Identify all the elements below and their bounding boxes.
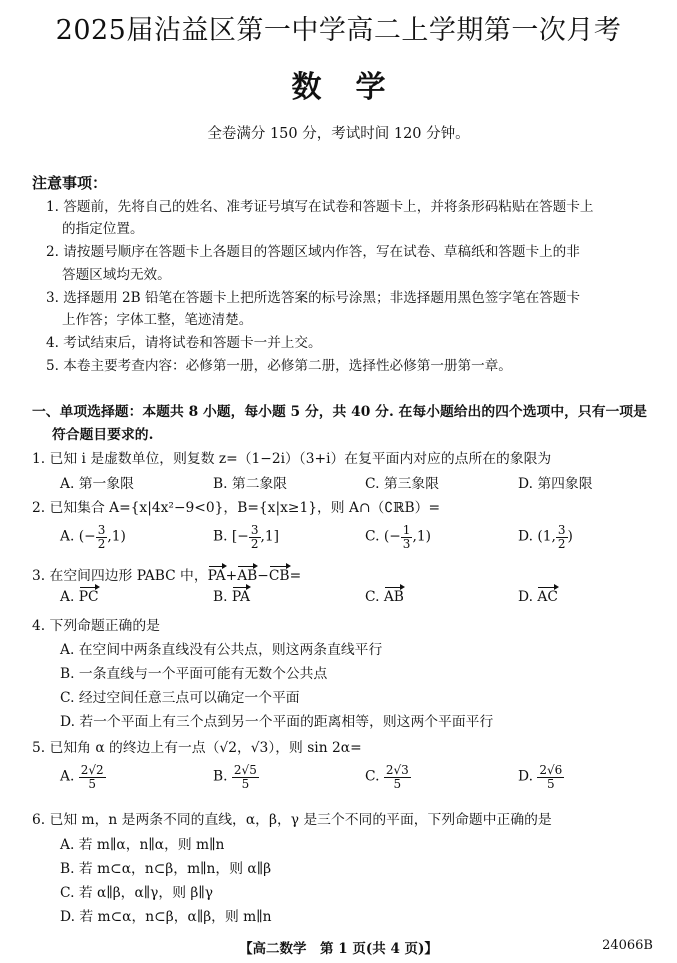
note-line: 3. 选择题用 2B 铅笔在答题卡上把所选答案的标号涂黑；非选择题用黑色签字笔在答题卡	[46, 290, 580, 306]
operator: +	[225, 568, 238, 584]
q5-option-b	[213, 764, 259, 790]
q3-option-b	[213, 589, 250, 605]
q5-option-a	[60, 764, 106, 790]
numerator: 1	[402, 523, 411, 537]
q2-option-b	[213, 524, 279, 550]
q5-option-c	[365, 764, 411, 790]
denominator: 5	[241, 776, 250, 791]
vector-ab: AB	[383, 589, 404, 605]
q2-option-a	[60, 524, 126, 550]
option-label: B.	[213, 528, 228, 545]
vector-pa: PA	[231, 589, 250, 605]
q4-option-d: D. 若一个平面上有三个点到另一个平面的距离相等，则这两个平面平行	[60, 714, 494, 730]
question-5-stem: 5. 已知角 α 的终边上有一点（√2，√3），则 sin 2α=	[32, 740, 362, 756]
q2-option-c	[365, 524, 431, 550]
equals: =	[289, 568, 302, 584]
numerator: 3	[97, 523, 106, 537]
q4-option-b: B. 一条直线与一个平面可能有无数个公共点	[60, 666, 328, 682]
numerator: 3	[250, 523, 259, 537]
interval-right: ,1)	[412, 528, 431, 545]
question-1-stem: 1. 已知 i 是虚数单位，则复数 z=（1−2i）（3+i）在复平面内对应的点所在的象限为	[32, 451, 552, 467]
denominator: 5	[393, 776, 402, 791]
vector-pa: PA	[207, 568, 226, 584]
numerator: 2√5	[233, 763, 257, 777]
note-line: 上作答；字体工整，笔迹清楚。	[62, 312, 253, 328]
fraction	[384, 764, 411, 790]
q1-option-a: A. 第一象限	[60, 476, 134, 492]
vector-pc: PC	[78, 589, 99, 605]
numerator: 2√2	[80, 763, 104, 777]
option-label: A.	[60, 768, 75, 785]
section-heading: 一、单项选择题：本题共 8 小题，每小题 5 分，共 40 分. 在每小题给出的四个选项中，只有一项是	[32, 404, 647, 420]
interval-left: (1,	[537, 528, 556, 545]
fraction	[556, 524, 568, 550]
numerator: 2√6	[539, 763, 563, 777]
q6-option-b: B. 若 m⊂α，n⊂β，m∥n，则 α∥β	[60, 861, 272, 877]
q2-option-d	[518, 524, 573, 550]
option-label: C.	[365, 528, 380, 545]
vector-ab: AB	[237, 568, 258, 584]
denominator: 2	[97, 536, 106, 551]
stem-text: 3. 在空间四边形 PABC 中，	[32, 568, 208, 584]
note-line: 2. 请按题号顺序在答题卡上各题目的答题区域内作答，写在试卷、草稿纸和答题卡上的非	[46, 244, 580, 260]
q3-option-a	[60, 589, 99, 605]
numerator: 3	[557, 523, 566, 537]
denominator: 5	[88, 776, 97, 791]
denominator: 5	[547, 776, 555, 791]
note-line: 4. 考试结束后，请将试卷和答题卡一并上交。	[46, 335, 322, 351]
fraction	[249, 524, 261, 550]
q1-option-d: D. 第四象限	[518, 476, 593, 492]
note-line: 5. 本卷主要考查内容：必修第一册，必修第二册，选择性必修第一册第一章。	[46, 358, 512, 374]
section-heading-cont: 符合题目要求的.	[52, 427, 154, 443]
numerator: 2√3	[385, 763, 409, 777]
option-label: B.	[213, 589, 228, 605]
fraction	[537, 764, 564, 790]
q6-option-d: D. 若 m⊂α，n⊂β，α∥β，则 m∥n	[60, 909, 272, 925]
interval-right: ,1)	[107, 528, 126, 545]
question-2-stem: 2. 已知集合 A={x|4x²−9<0}，B={x|x≥1}，则 A∩（∁ℝB）=	[32, 500, 441, 516]
subject-title: 数学	[291, 70, 420, 105]
exam-info: 全卷满分 150 分，考试时间 120 分钟。	[207, 126, 470, 142]
notes-heading: 注意事项：	[32, 174, 108, 192]
denominator: 2	[557, 536, 566, 551]
interval-left: (−	[383, 528, 401, 545]
question-4-stem: 4. 下列命题正确的是	[32, 618, 160, 634]
q5-option-d	[518, 764, 564, 790]
fraction	[401, 524, 413, 550]
q6-option-c: C. 若 α∥β，α∥γ，则 β∥γ	[60, 885, 213, 901]
fraction	[79, 764, 106, 790]
option-label: C.	[365, 768, 380, 785]
denominator: 3	[402, 536, 411, 551]
vector-ac: AC	[537, 589, 558, 605]
option-label: D.	[518, 528, 533, 545]
option-label: A.	[60, 589, 75, 605]
q6-option-a: A. 若 m∥α，n∥α，则 m∥n	[60, 837, 225, 853]
interval-left: (−	[78, 528, 96, 545]
q4-option-c: C. 经过空间任意三点可以确定一个平面	[60, 690, 300, 706]
q4-option-a: A. 在空间中两条直线没有公共点，则这两条直线平行	[60, 642, 383, 658]
interval-right: ,1]	[260, 528, 280, 545]
note-line: 答题区域均无效。	[62, 267, 171, 283]
option-label: B.	[213, 768, 228, 785]
option-label: A.	[60, 528, 75, 545]
note-line: 1. 答题前，先将自己的姓名、准考证号填写在试卷和答题卡上，并将条形码粘贴在答题卡上	[46, 199, 594, 215]
q1-option-c: C. 第三象限	[365, 476, 440, 492]
option-label: C.	[365, 589, 380, 605]
paper-code: 24066B	[602, 938, 653, 953]
interval-left: [−	[231, 528, 249, 545]
question-6-stem: 6. 已知 m，n 是两条不同的直线，α，β，γ 是三个不同的平面，下列命题中正确的是	[32, 812, 552, 828]
q3-option-c	[365, 589, 404, 605]
interval-right: )	[567, 528, 573, 545]
q3-option-d	[518, 589, 558, 605]
option-label: D.	[518, 768, 533, 785]
fraction	[232, 764, 259, 790]
exam-title: 2025届沾益区第一中学高二上学期第一次月考	[55, 15, 622, 46]
q1-option-b: B. 第二象限	[213, 476, 288, 492]
page-footer: 【高二数学 第 1 页(共 4 页)】	[239, 941, 438, 957]
operator: −	[257, 568, 269, 584]
denominator: 2	[250, 536, 259, 551]
fraction	[96, 524, 108, 550]
option-label: D.	[518, 589, 533, 605]
note-line: 的指定位置。	[62, 221, 144, 237]
question-3-stem	[32, 564, 301, 584]
vector-cb: CB	[268, 568, 290, 584]
